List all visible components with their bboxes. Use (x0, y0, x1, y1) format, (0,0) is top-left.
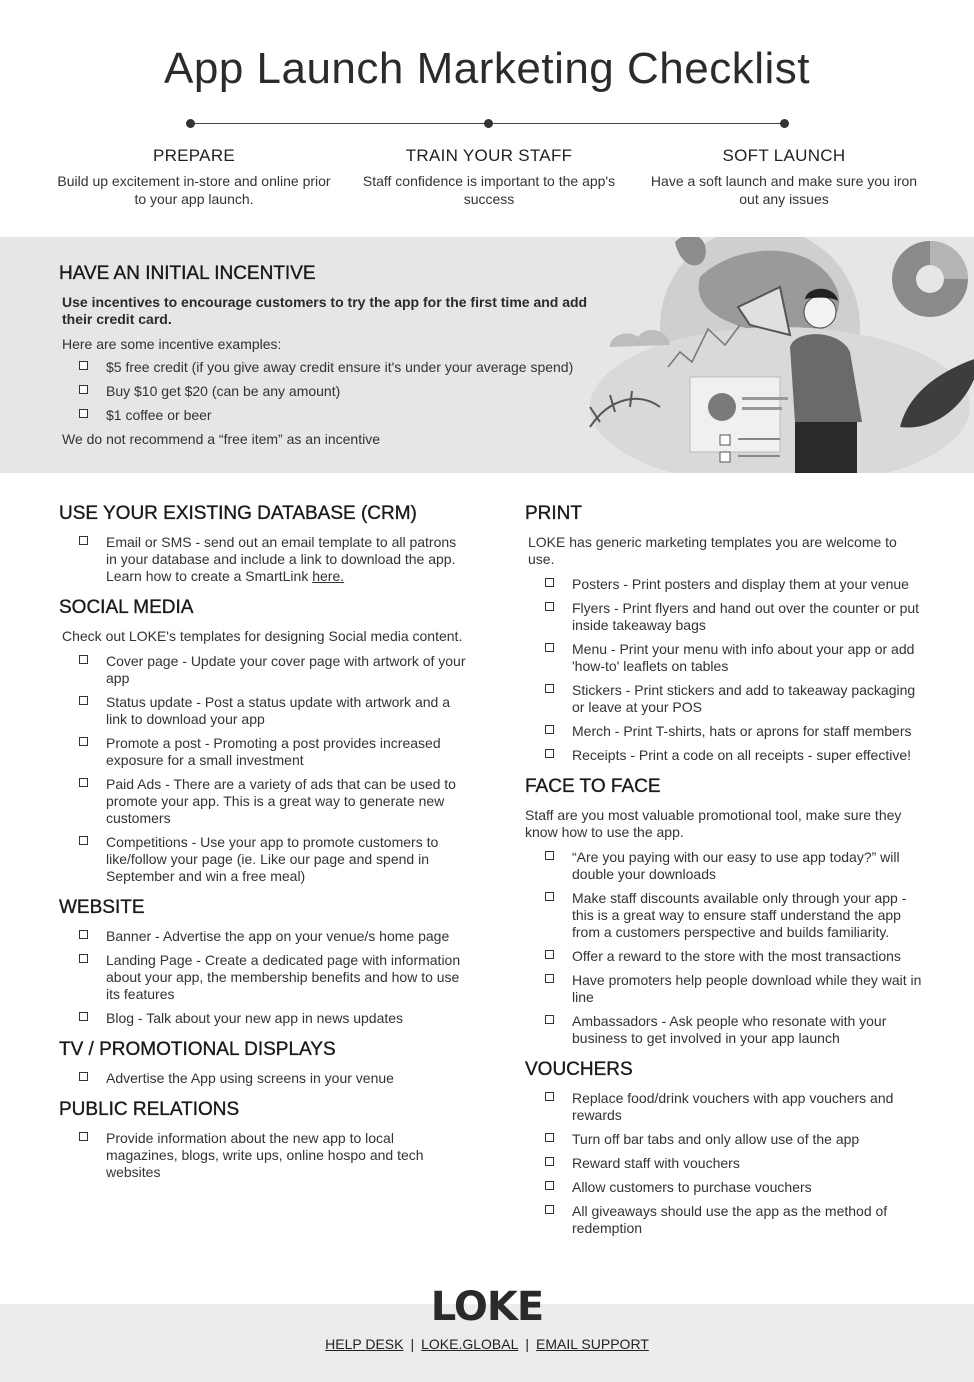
section-heading: SOCIAL MEDIA (59, 597, 194, 618)
section-heading: PRINT (525, 503, 582, 524)
section-tv-displays (59, 1039, 469, 1087)
left-column (59, 503, 469, 1193)
list-item (525, 600, 925, 634)
checkbox-icon[interactable] (545, 725, 554, 734)
timeline-dot (780, 119, 789, 128)
website-list (59, 928, 469, 1027)
list-item (59, 383, 619, 400)
incentive-note: We do not recommend a “free item” as an incentive (62, 431, 381, 447)
checkbox-icon[interactable] (79, 1072, 88, 1081)
phase-heading: TRAIN YOUR STAFF (405, 146, 573, 165)
checkbox-icon[interactable] (79, 836, 88, 845)
social-list (59, 653, 469, 885)
checkbox-icon[interactable] (79, 361, 88, 370)
print-list (525, 576, 925, 764)
pr-list (59, 1130, 469, 1181)
checkbox-icon[interactable] (545, 974, 554, 983)
list-item (59, 359, 619, 376)
phase-soft-launch (644, 146, 924, 208)
list-item (525, 948, 925, 965)
item-text: Turn off bar tabs and only allow use of the app (572, 1131, 860, 1147)
item-text: Replace food/drink vouchers with app vouchers and rewards (572, 1090, 894, 1123)
list-item (525, 576, 925, 593)
incentive-content (59, 263, 619, 456)
checkbox-icon[interactable] (545, 1015, 554, 1024)
list-item (59, 653, 469, 687)
item-text: Receipts - Print a code on all receipts - super effective! (572, 747, 912, 763)
smartlink-link[interactable]: here. (312, 568, 345, 584)
item-text: Competitions - Use your app to promote customers to like/follow your page (ie. Like our page and spend in September and win a free meal) (106, 834, 439, 884)
checkbox-icon[interactable] (545, 1181, 554, 1190)
item-text: Have promoters help people download while they wait in line (572, 972, 922, 1005)
face-list (525, 849, 925, 1047)
phase-text: Build up excitement in-store and online prior to your app launch. (57, 173, 331, 207)
section-intro: LOKE has generic marketing templates you are welcome to use. (528, 534, 897, 567)
crm-list (59, 534, 469, 585)
megaphone-illustration-icon (580, 237, 974, 473)
item-text: All giveaways should use the app as the method of redemption (572, 1203, 888, 1236)
list-item (59, 1130, 469, 1181)
vouchers-list (525, 1090, 925, 1237)
checkbox-icon[interactable] (79, 1012, 88, 1021)
timeline-dot (484, 119, 493, 128)
item-text: Paid Ads - There are a variety of ads that can be used to promote your app. This is a great way to generate new customers (106, 776, 456, 826)
phase-timeline (186, 118, 790, 130)
list-item (59, 735, 469, 769)
section-public-relations (59, 1099, 469, 1181)
list-item (525, 682, 925, 716)
list-item (59, 776, 469, 827)
list-item (525, 1013, 925, 1047)
loke-global-link[interactable]: LOKE.GLOBAL (421, 1336, 519, 1352)
list-item (525, 1155, 925, 1172)
checkbox-icon[interactable] (79, 385, 88, 394)
incentive-intro: Use incentives to encourage customers to try the app for the first time and add their credit card. (62, 294, 588, 327)
item-text: Email or SMS - send out an email template to all patrons in your database and include a link to download the app. Learn how to create a SmartLink (106, 534, 457, 584)
checkbox-icon[interactable] (545, 643, 554, 652)
tv-list (59, 1070, 469, 1087)
email-support-link[interactable]: EMAIL SUPPORT (536, 1336, 649, 1352)
item-text: Promote a post - Promoting a post provides increased exposure for a small investment (106, 735, 441, 768)
item-text: Cover page - Update your cover page with artwork of your app (106, 653, 466, 686)
checkbox-icon[interactable] (79, 930, 88, 939)
list-item (525, 849, 925, 883)
separator: | (410, 1336, 415, 1352)
section-heading: TV / PROMOTIONAL DISPLAYS (59, 1039, 336, 1060)
checkbox-icon[interactable] (545, 1092, 554, 1101)
phase-train-staff (349, 146, 629, 208)
list-item (59, 834, 469, 885)
item-text: Ambassadors - Ask people who resonate with your business to get involved in your app launch (572, 1013, 887, 1046)
checkbox-icon[interactable] (79, 1132, 88, 1141)
checkbox-icon[interactable] (545, 1133, 554, 1142)
checkbox-icon[interactable] (545, 684, 554, 693)
list-item (59, 1070, 469, 1087)
section-heading: HAVE AN INITIAL INCENTIVE (59, 263, 316, 284)
help-desk-link[interactable]: HELP DESK (325, 1336, 404, 1352)
timeline-dot (186, 119, 195, 128)
item-text: Offer a reward to the store with the most transactions (572, 948, 901, 964)
checkbox-icon[interactable] (79, 655, 88, 664)
section-face-to-face (525, 776, 925, 1047)
item-text: $5 free credit (if you give away credit ensure it's under your average spend) (106, 359, 574, 375)
item-text: Allow customers to purchase vouchers (572, 1179, 812, 1195)
checkbox-icon[interactable] (545, 602, 554, 611)
checkbox-icon[interactable] (545, 1157, 554, 1166)
item-text: Provide information about the new app to local magazines, blogs, write ups, online hospo and tech websites (106, 1130, 424, 1180)
item-text: Flyers - Print flyers and hand out over the counter or put inside takeaway bags (572, 600, 920, 633)
checkbox-icon[interactable] (79, 536, 88, 545)
loke-logo: LOKE (430, 1284, 544, 1330)
list-item (59, 1010, 469, 1027)
item-text: Banner - Advertise the app on your venue/s home page (106, 928, 450, 944)
section-print (525, 503, 925, 764)
list-item (59, 952, 469, 1003)
list-item (525, 641, 925, 675)
section-heading: WEBSITE (59, 897, 145, 918)
item-text: Make staff discounts available only through your app - this is a great way to ensure staff understand the app from a customers perspective and builds familiarity. (572, 890, 907, 940)
list-item (525, 1131, 925, 1148)
checkbox-icon[interactable] (79, 737, 88, 746)
section-crm (59, 503, 469, 585)
section-heading: FACE TO FACE (525, 776, 661, 797)
list-item (59, 407, 619, 424)
item-text: Posters - Print posters and display them at your venue (572, 576, 909, 592)
incentive-list (59, 359, 619, 424)
list-item (525, 972, 925, 1006)
item-text: Advertise the App using screens in your venue (106, 1070, 394, 1086)
checkbox-icon[interactable] (545, 578, 554, 587)
checkbox-icon[interactable] (545, 749, 554, 758)
list-item (525, 723, 925, 740)
section-website (59, 897, 469, 1027)
section-heading: PUBLIC RELATIONS (59, 1099, 240, 1120)
list-item (525, 890, 925, 941)
list-item (59, 928, 469, 945)
list-item (525, 747, 925, 764)
item-text: $1 coffee or beer (106, 407, 212, 423)
item-text: Buy $10 get $20 (can be any amount) (106, 383, 341, 399)
section-heading: VOUCHERS (525, 1059, 633, 1080)
section-social-media (59, 597, 469, 885)
item-text: Landing Page - Create a dedicated page with information about your app, the membership benefits and how to use its features (106, 952, 461, 1002)
item-text: Status update - Post a status update with artwork and a link to download your app (106, 694, 450, 727)
phase-text: Staff confidence is important to the app's success (362, 173, 616, 207)
section-heading: USE YOUR EXISTING DATABASE (CRM) (59, 503, 417, 524)
item-text: “Are you paying with our easy to use app today?” will double your downloads (572, 849, 900, 882)
section-vouchers (525, 1059, 925, 1237)
list-item (59, 534, 469, 585)
phase-text: Have a soft launch and make sure you iron out any issues (650, 173, 918, 207)
right-column (525, 503, 925, 1249)
checkbox-icon[interactable] (545, 892, 554, 901)
phase-heading: SOFT LAUNCH (722, 146, 846, 165)
section-intro: Staff are you most valuable promotional tool, make sure they know how to use the app. (525, 807, 902, 840)
phase-prepare (54, 146, 334, 208)
checkbox-icon[interactable] (545, 851, 554, 860)
item-text: Stickers - Print stickers and add to takeaway packaging or leave at your POS (572, 682, 916, 715)
item-text: Menu - Print your menu with info about your app or add 'how-to' leaflets on tables (572, 641, 915, 674)
checkbox-icon[interactable] (545, 950, 554, 959)
list-item (525, 1203, 925, 1237)
list-item (59, 694, 469, 728)
list-item (525, 1090, 925, 1124)
checkbox-icon[interactable] (79, 954, 88, 963)
item-text: Merch - Print T-shirts, hats or aprons for staff members (572, 723, 912, 739)
separator: | (525, 1336, 530, 1352)
incentive-band (0, 237, 974, 473)
item-text: Reward staff with vouchers (572, 1155, 740, 1171)
checkbox-icon[interactable] (79, 778, 88, 787)
section-intro: Check out LOKE's templates for designing Social media content. (62, 628, 463, 644)
list-item (525, 1179, 925, 1196)
checkbox-icon[interactable] (79, 696, 88, 705)
phase-heading: PREPARE (152, 146, 236, 165)
page-title: App Launch Marketing Checklist (164, 44, 810, 93)
incentive-examples-label: Here are some incentive examples: (62, 336, 282, 352)
footer-links (0, 1336, 974, 1352)
item-text: Blog - Talk about your new app in news updates (106, 1010, 404, 1026)
checkbox-icon[interactable] (79, 409, 88, 418)
checkbox-icon[interactable] (545, 1205, 554, 1214)
